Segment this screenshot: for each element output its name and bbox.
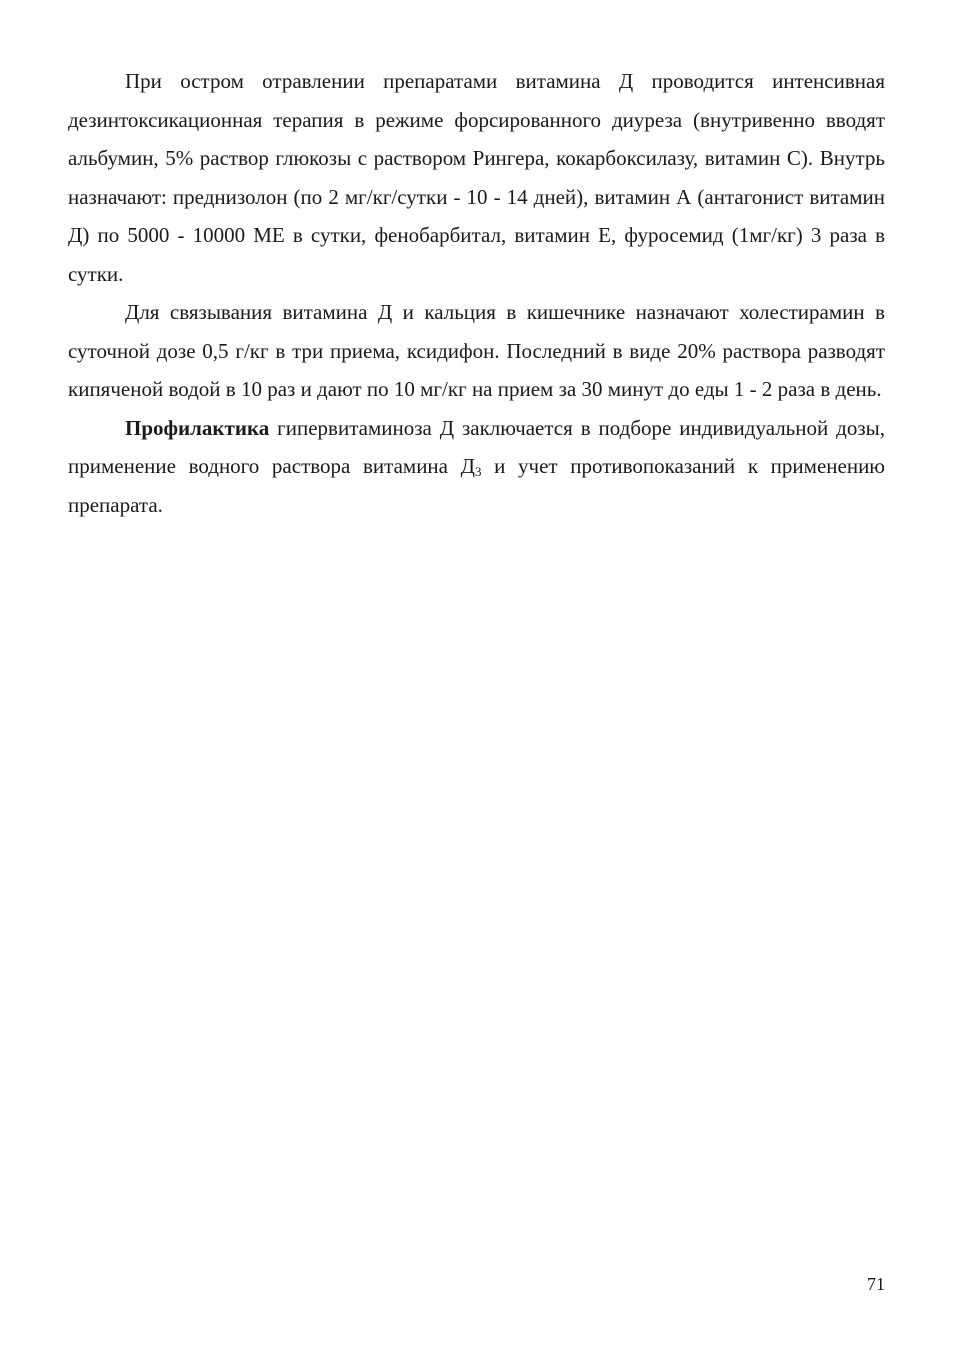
paragraph-binding-agents: Для связывания витамина Д и кальция в кишечнике назначают холестирамин в суточной дозе 0,5 г/кг в три приема, ксидифон. Последний в виде 20% раствора разводят кипяченой водой в 10 раз и дают по 10 мг/кг на прием за 30 минут до еды 1 - 2 раза в день. [68, 300, 885, 401]
body-text [68, 62, 885, 524]
vitamin-d3-subscript: 3 [474, 464, 482, 479]
page-number: 71 [867, 1274, 885, 1294]
prophylaxis-text-part1: гипервитаминоза Д заключается в подборе индивидуальной дозы, применение водного раствора витамина Д [68, 415, 885, 478]
paragraph-overdose-treatment: При остром отравлении препаратами витамина Д проводится интенсивная дезинтоксикационная терапия в режиме форсированного диуреза (внутривенно вводят альбумин, 5% раствор глюкозы с раствором Рингера, кокарбоксилазу, витамин С). Внутрь назначают: преднизолон (по 2 мг/кг/сутки - 10 - 14 дней), витамин А (антагонист витамин Д) по 5000 - 10000 МЕ в сутки, фенобарбитал, витамин Е, фуросемид (1мг/кг) 3 раза в сутки. [68, 69, 885, 286]
prophylaxis-text-part2: и учет противопоказаний к применению препарата. [68, 454, 885, 517]
prophylaxis-heading: Профилактика [125, 415, 270, 440]
paragraph-prophylaxis [68, 409, 885, 525]
